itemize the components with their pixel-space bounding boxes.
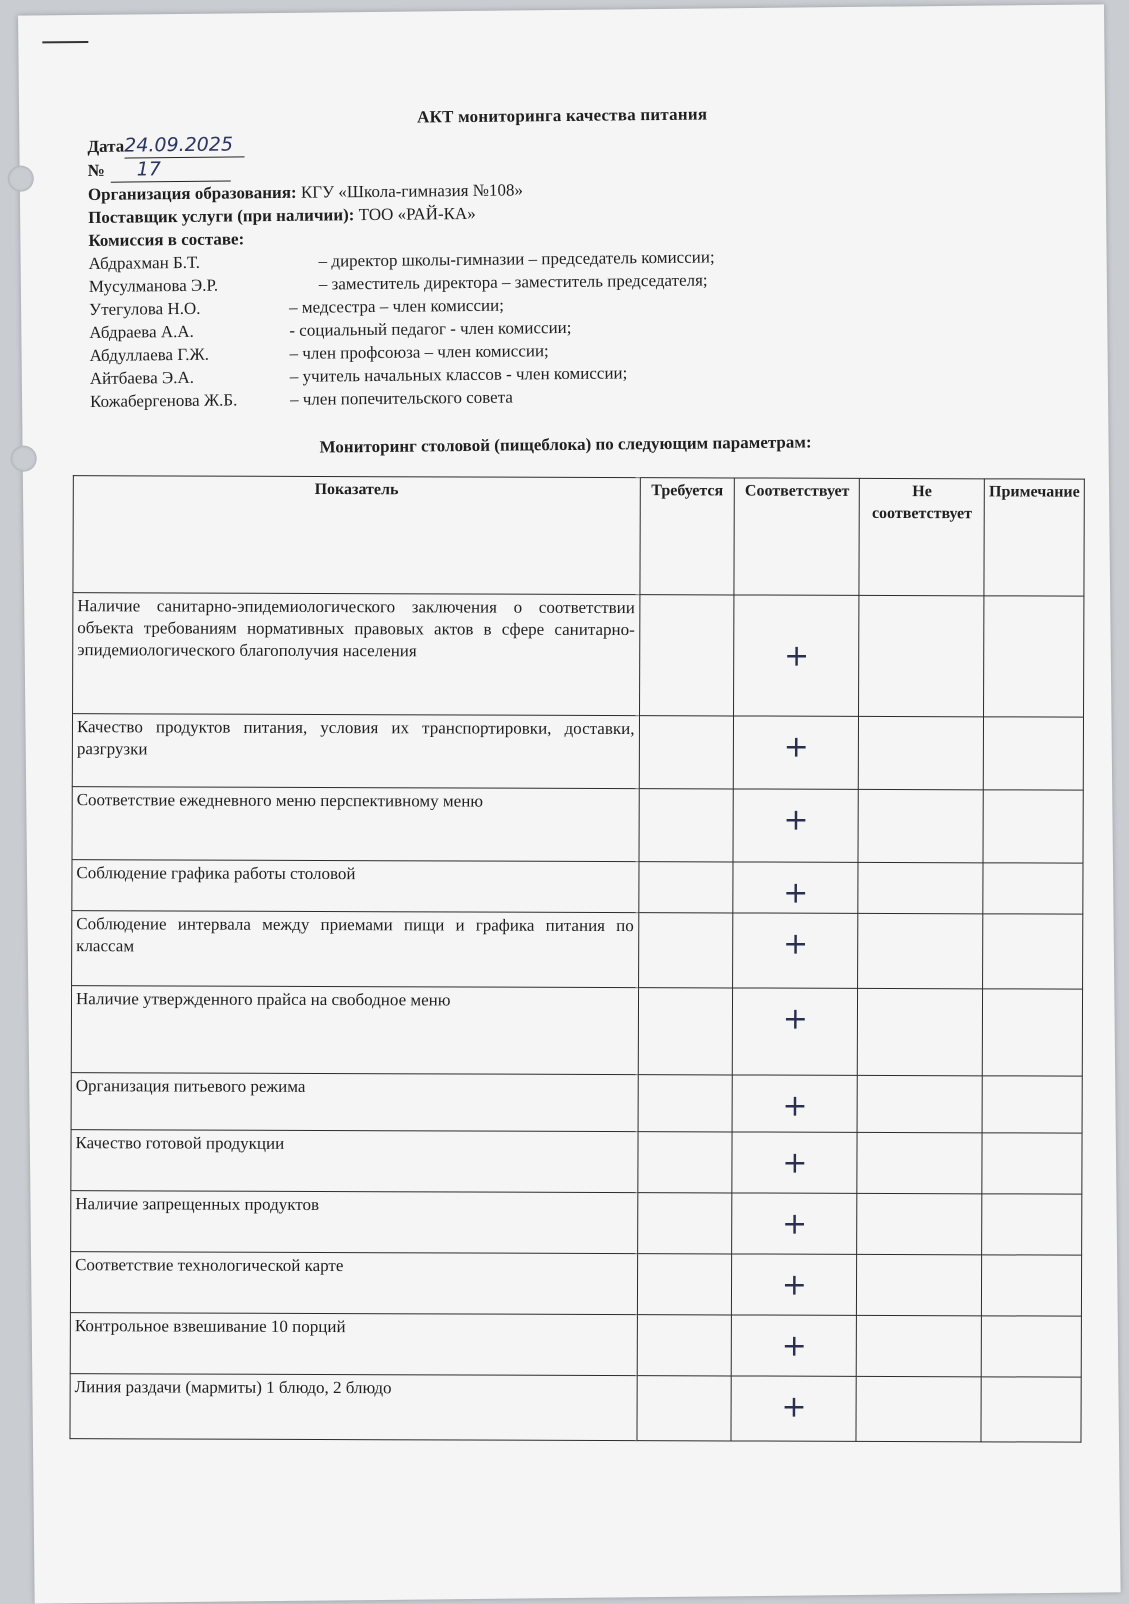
complies-mark: + xyxy=(782,926,809,962)
row-complies xyxy=(733,862,858,913)
supplier-label: Поставщик услуги (при наличии): xyxy=(88,205,355,227)
complies-mark: + xyxy=(781,1389,807,1425)
row-not-complies xyxy=(859,595,984,716)
table-row xyxy=(71,1130,1082,1195)
row-indicator: Соответствие технологической карте xyxy=(70,1252,637,1315)
row-not-complies xyxy=(858,862,983,913)
member-name: Кожабергенова Ж.Б. xyxy=(89,390,238,411)
complies-mark: + xyxy=(783,638,810,674)
member-name: Абдраева А.А. xyxy=(89,321,194,342)
commission-label: Комиссия в составе: xyxy=(88,229,245,250)
row-required xyxy=(636,1376,731,1441)
number-value: 17 xyxy=(111,157,231,182)
row-note xyxy=(981,1377,1081,1442)
row-required xyxy=(637,1315,732,1376)
table-row xyxy=(72,787,1083,864)
row-required xyxy=(637,1254,732,1315)
member-role: – заместитель директора – заместитель председателя; xyxy=(318,270,708,294)
member-role: – директор школы-гимназии – председатель комиссии; xyxy=(318,247,715,271)
row-complies xyxy=(733,789,858,862)
row-note xyxy=(982,989,1082,1076)
row-note xyxy=(981,1316,1081,1377)
member-name: Айтбаева Э.А. xyxy=(89,367,195,388)
row-complies xyxy=(732,1075,857,1132)
member-name: Абдрахман Б.Т. xyxy=(88,252,201,273)
row-complies xyxy=(732,1315,857,1376)
commission-members xyxy=(89,245,717,413)
header-not-complies: Не соответствует xyxy=(859,478,984,595)
header-complies: Соответствует xyxy=(734,478,859,595)
date-value: 24.09.2025 xyxy=(124,133,244,158)
row-complies xyxy=(734,595,859,716)
row-not-complies xyxy=(858,789,983,862)
table-row xyxy=(70,1374,1081,1443)
member-role: - социальный педагог - член комиссии; xyxy=(289,317,572,340)
table-row xyxy=(70,1252,1081,1317)
document-title: АКТ мониторинга качества питания xyxy=(416,104,708,127)
member-name: Утегулова Н.О. xyxy=(89,298,201,319)
row-indicator: Наличие утвержденного прайса на свободное меню xyxy=(71,986,638,1075)
complies-mark: + xyxy=(783,875,809,911)
table-row xyxy=(71,1191,1082,1256)
organization-value: КГУ «Школа-гимназия №108» xyxy=(300,180,524,202)
complies-mark: + xyxy=(781,1267,808,1303)
row-required xyxy=(638,913,733,988)
monitoring-title: Мониторинг столовой (пищеблока) по следующим параметрам: xyxy=(319,432,812,457)
row-complies xyxy=(734,716,859,789)
row-indicator: Качество готовой продукции xyxy=(71,1130,638,1193)
row-indicator: Контрольное взвешивание 10 порций xyxy=(70,1313,637,1376)
row-not-complies xyxy=(857,1254,982,1315)
row-note xyxy=(983,717,1083,790)
row-note xyxy=(982,1076,1082,1133)
row-not-complies xyxy=(858,988,983,1075)
table-header-row xyxy=(73,476,1084,597)
row-required xyxy=(637,1193,732,1254)
row-complies xyxy=(732,1254,857,1315)
row-indicator: Соответствие ежедневного меню перспективному меню xyxy=(72,787,639,862)
row-note xyxy=(982,1194,1082,1255)
row-required xyxy=(638,862,733,913)
header-indicator: Показатель xyxy=(73,476,640,595)
member-role: – член профсоюза – член комиссии; xyxy=(289,341,549,363)
row-complies xyxy=(731,1376,856,1441)
punch-hole xyxy=(8,166,34,192)
row-not-complies xyxy=(858,913,983,988)
supplier-value: ТОО «РАЙ-КА» xyxy=(358,203,476,225)
row-note xyxy=(983,914,1083,989)
organization-label: Организация образования: xyxy=(87,182,297,204)
complies-mark: + xyxy=(781,1206,808,1242)
row-complies xyxy=(733,913,858,988)
row-indicator: Соблюдение интервала между приемами пищи и графика питания по классам xyxy=(72,911,639,988)
row-required xyxy=(639,789,734,862)
complies-mark: + xyxy=(782,1145,808,1181)
complies-mark: + xyxy=(783,802,809,838)
complies-mark: + xyxy=(783,729,809,765)
monitoring-table xyxy=(69,475,1084,1443)
member-role: – учитель начальных классов - член комиссии; xyxy=(289,363,628,386)
complies-mark: + xyxy=(782,1088,808,1124)
document-header xyxy=(87,128,716,413)
header-required: Требуется xyxy=(639,478,734,595)
complies-mark: + xyxy=(782,1001,808,1037)
member-name: Абдуллаева Г.Ж. xyxy=(89,344,210,365)
row-not-complies xyxy=(859,716,984,789)
row-required xyxy=(637,1132,732,1193)
number-label: № xyxy=(87,160,105,180)
row-required xyxy=(638,1075,733,1132)
row-not-complies xyxy=(857,1132,982,1193)
member-name: Мусулманова Э.Р. xyxy=(88,275,219,296)
table-row xyxy=(72,714,1083,791)
table-body xyxy=(70,593,1084,1443)
row-indicator: Линия раздачи (мармиты) 1 блюдо, 2 блюдо xyxy=(70,1374,637,1441)
member-role: – член попечительского совета xyxy=(289,387,513,409)
row-note xyxy=(983,790,1083,863)
row-not-complies xyxy=(857,1193,982,1254)
row-indicator: Качество продуктов питания, условия их транспортировки, доставки, разгрузки xyxy=(72,714,639,789)
row-note xyxy=(982,1255,1082,1316)
row-complies xyxy=(732,1132,857,1193)
row-indicator: Наличие санитарно-эпидемиологического заключения о соответствии объекта требованиям нормативных правовых актов в сфере санитарно-эпидемиологического благополучия населения xyxy=(73,593,640,716)
table-row xyxy=(71,1073,1082,1134)
table-row xyxy=(70,1313,1081,1378)
row-indicator: Организация питьевого режима xyxy=(71,1073,638,1132)
corner-dash xyxy=(42,41,88,43)
member-role: – медсестра – член комиссии; xyxy=(288,295,504,317)
row-indicator: Наличие запрещенных продуктов xyxy=(71,1191,638,1254)
row-required xyxy=(638,988,733,1075)
row-required xyxy=(639,716,734,789)
row-complies xyxy=(733,988,858,1075)
paper-sheet xyxy=(18,4,1121,1603)
table-row xyxy=(72,860,1083,915)
date-label: Дата xyxy=(87,136,125,156)
row-indicator: Соблюдение графика работы столовой xyxy=(72,860,639,913)
row-not-complies xyxy=(857,1315,982,1376)
complies-mark: + xyxy=(781,1328,807,1364)
row-required xyxy=(639,595,734,716)
header-note: Примечание xyxy=(984,479,1084,596)
table-row xyxy=(73,593,1084,718)
row-note xyxy=(983,863,1083,914)
row-not-complies xyxy=(856,1376,981,1441)
row-note xyxy=(982,1133,1082,1194)
row-not-complies xyxy=(857,1075,982,1132)
row-note xyxy=(984,596,1084,717)
row-complies xyxy=(732,1193,857,1254)
table-row xyxy=(72,911,1083,990)
table-row xyxy=(71,986,1082,1077)
